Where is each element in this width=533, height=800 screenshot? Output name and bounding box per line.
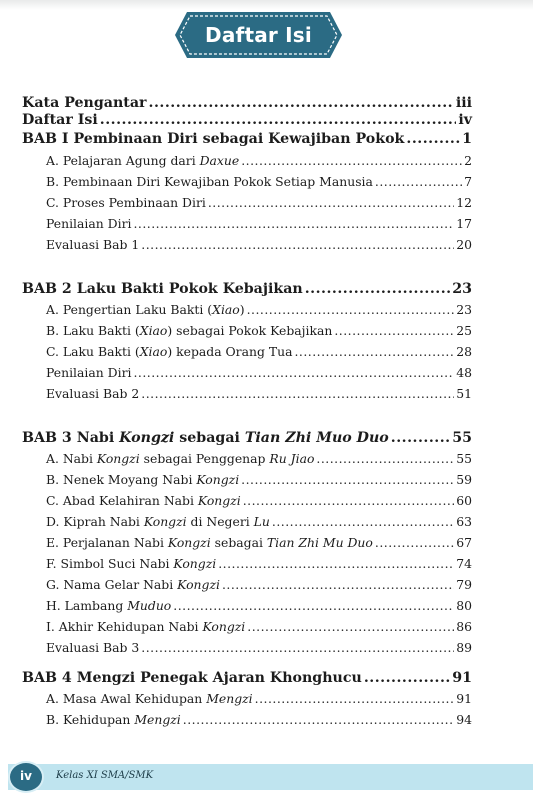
italic-term: Tian Zhi Muo Duo bbox=[244, 430, 389, 446]
toc-entry-title bbox=[46, 195, 206, 210]
page-title: Daftar Isi bbox=[205, 23, 312, 47]
title-text: B. Kehidupan bbox=[46, 712, 135, 727]
toc-page-number: 23 bbox=[452, 281, 472, 297]
toc-page-number: 63 bbox=[456, 514, 472, 529]
italic-term: Kongzi bbox=[197, 493, 241, 508]
italic-term: Kongzi bbox=[119, 430, 175, 446]
dot-leader bbox=[141, 237, 454, 252]
dot-leader bbox=[247, 619, 454, 634]
toc-page-number: 67 bbox=[456, 535, 472, 550]
italic-term: Daxue bbox=[199, 153, 240, 168]
title-text: A. Nabi bbox=[46, 451, 97, 466]
title-banner bbox=[173, 10, 344, 60]
toc-section-entry bbox=[22, 691, 472, 706]
dot-leader bbox=[218, 556, 454, 571]
footer-page-number: iv bbox=[20, 769, 32, 783]
toc-page-number: 89 bbox=[456, 640, 472, 655]
title-text: E. Perjalanan Nabi bbox=[46, 535, 168, 550]
dot-leader bbox=[208, 195, 454, 210]
toc-section-entry bbox=[22, 577, 472, 592]
toc-page-number: 7 bbox=[464, 174, 472, 189]
title-text: Penilaian Diri bbox=[46, 216, 132, 231]
italic-term: Kongzi bbox=[196, 472, 240, 487]
dot-leader bbox=[141, 386, 454, 401]
title-text: di Negeri bbox=[186, 514, 254, 529]
toc-section-entry bbox=[22, 195, 472, 210]
toc-entry-title bbox=[46, 153, 239, 168]
title-text: ) bbox=[239, 302, 245, 317]
toc-page-number: 80 bbox=[456, 598, 472, 613]
toc-section-entry bbox=[22, 619, 472, 634]
italic-term: Kongzi bbox=[167, 535, 211, 550]
italic-term: Kongzi bbox=[173, 556, 217, 571]
title-text: ) sebagai Pokok Kebajikan bbox=[167, 323, 333, 338]
toc-entry-title bbox=[46, 344, 292, 359]
dot-leader bbox=[149, 95, 454, 111]
title-text: B. Laku Bakti ( bbox=[46, 323, 140, 338]
dot-leader bbox=[334, 323, 454, 338]
toc-chapter-entry bbox=[22, 430, 472, 446]
dot-leader bbox=[375, 174, 462, 189]
toc-page-number: 86 bbox=[456, 619, 472, 634]
italic-term: Kongzi bbox=[96, 451, 140, 466]
toc-chapter-entry bbox=[22, 95, 472, 111]
toc-entry-title bbox=[46, 237, 139, 252]
toc-entry-title bbox=[46, 451, 314, 466]
toc-entry-title bbox=[22, 430, 389, 446]
italic-term: Mengzi bbox=[206, 691, 253, 706]
title-text: BAB 2 Laku Bakti Pokok Kebajikan bbox=[22, 281, 303, 297]
title-text: Kata Pengantar bbox=[22, 95, 147, 111]
toc-section-entry bbox=[22, 302, 472, 317]
toc-entry-title bbox=[22, 131, 404, 147]
toc-entry-title bbox=[46, 577, 220, 592]
toc-page-number: 60 bbox=[456, 493, 472, 508]
toc-section-entry bbox=[22, 323, 472, 338]
toc-section-entry bbox=[22, 386, 472, 401]
title-text: BAB 4 Mengzi Penegak Ajaran Khonghucu bbox=[22, 670, 362, 686]
toc-page-number: 74 bbox=[456, 556, 472, 571]
title-text: I. Akhir Kehidupan Nabi bbox=[46, 619, 203, 634]
toc-entry-title bbox=[46, 514, 270, 529]
dot-leader bbox=[406, 131, 460, 147]
toc-entry-title bbox=[22, 112, 98, 128]
dot-leader bbox=[391, 430, 451, 446]
toc-section-entry bbox=[22, 365, 472, 380]
toc-section-entry bbox=[22, 712, 472, 727]
title-text: C. Laku Bakti ( bbox=[46, 344, 140, 359]
italic-term: Ru Jiao bbox=[269, 451, 315, 466]
title-text: A. Pengertian Laku Bakti ( bbox=[46, 302, 213, 317]
toc-page-number: 12 bbox=[456, 195, 472, 210]
toc-entry-title bbox=[46, 365, 131, 380]
title-text: D. Kiprah Nabi bbox=[46, 514, 144, 529]
toc-page-number: 91 bbox=[452, 670, 472, 686]
dot-leader bbox=[247, 302, 455, 317]
top-edge-shade bbox=[0, 0, 533, 10]
toc-section-entry bbox=[22, 174, 472, 189]
italic-term: Tian Zhi Mu Duo bbox=[266, 535, 373, 550]
title-text: BAB I Pembinaan Diri sebagai Kewajiban Pokok bbox=[22, 131, 405, 147]
toc-page-number: 20 bbox=[456, 237, 472, 252]
title-text: G. Nama Gelar Nabi bbox=[46, 577, 178, 592]
dot-leader bbox=[183, 712, 454, 727]
toc-page-number: 55 bbox=[456, 451, 472, 466]
dot-leader bbox=[364, 670, 450, 686]
dot-leader bbox=[243, 493, 455, 508]
page-footer bbox=[0, 752, 533, 800]
italic-term: Xiao bbox=[212, 302, 240, 317]
toc-entry-title bbox=[46, 535, 373, 550]
dot-leader bbox=[272, 514, 454, 529]
toc-entry-title bbox=[46, 174, 373, 189]
italic-term: Xiao bbox=[139, 323, 168, 338]
italic-term: Kongzi bbox=[177, 577, 220, 592]
toc-entry-title bbox=[46, 216, 131, 231]
toc-page-number: 55 bbox=[452, 430, 472, 446]
toc-entry-title bbox=[22, 281, 303, 297]
title-text: ) kepada Orang Tua bbox=[167, 344, 293, 359]
dot-leader bbox=[222, 577, 454, 592]
title-text: sebagai Penggenap bbox=[139, 451, 270, 466]
toc-entry-title bbox=[46, 712, 181, 727]
title-text: H. Lambang bbox=[46, 598, 128, 613]
title-text: A. Pelajaran Agung dari bbox=[46, 153, 200, 168]
italic-term: Kongzi bbox=[202, 619, 246, 634]
toc-page-number: 91 bbox=[456, 691, 472, 706]
toc-page-number: 23 bbox=[456, 302, 472, 317]
title-text: C. Abad Kelahiran Nabi bbox=[46, 493, 198, 508]
title-text: A. Masa Awal Kehidupan bbox=[46, 691, 207, 706]
italic-term: Xiao bbox=[139, 344, 168, 359]
toc-entry-title bbox=[46, 323, 332, 338]
dot-leader bbox=[316, 451, 454, 466]
title-text: B. Nenek Moyang Nabi bbox=[46, 472, 197, 487]
dot-leader bbox=[294, 344, 454, 359]
toc-section-entry bbox=[22, 556, 472, 571]
title-text: Evaluasi Bab 3 bbox=[46, 640, 140, 655]
title-text: BAB 3 Nabi bbox=[22, 430, 120, 446]
toc-entry-title bbox=[46, 472, 239, 487]
title-text: C. Proses Pembinaan Diri bbox=[46, 195, 206, 210]
toc-chapter-entry bbox=[22, 112, 472, 128]
dot-leader bbox=[141, 640, 454, 655]
dot-leader bbox=[375, 535, 454, 550]
dot-leader bbox=[100, 112, 457, 128]
toc-entry-title bbox=[46, 640, 139, 655]
toc-entry-title bbox=[22, 95, 147, 111]
toc-entry-title bbox=[46, 598, 171, 613]
toc-page-number: iv bbox=[458, 112, 472, 128]
toc-page-number: 79 bbox=[456, 577, 472, 592]
footer-label: Kelas XI SMA/SMK bbox=[56, 770, 154, 781]
toc-page-number: 28 bbox=[456, 344, 472, 359]
toc-section-entry bbox=[22, 535, 472, 550]
toc-section-entry bbox=[22, 216, 472, 231]
toc-page-number: iii bbox=[455, 95, 472, 111]
toc-page-number: 25 bbox=[456, 323, 472, 338]
italic-term: Kongzi bbox=[143, 514, 187, 529]
toc-entry-title bbox=[46, 691, 253, 706]
toc-page-number: 1 bbox=[462, 131, 472, 147]
toc-entry-title bbox=[46, 493, 241, 508]
title-text: Evaluasi Bab 1 bbox=[46, 237, 140, 252]
toc-page-number: 17 bbox=[456, 216, 472, 231]
toc-chapter-entry bbox=[22, 281, 472, 297]
toc-page-number: 94 bbox=[456, 712, 472, 727]
dot-leader bbox=[305, 281, 451, 297]
dot-leader bbox=[241, 472, 454, 487]
title-text: Daftar Isi bbox=[22, 112, 98, 128]
dot-leader bbox=[255, 691, 455, 706]
toc-section-entry bbox=[22, 237, 472, 252]
toc-page-number: 51 bbox=[456, 386, 472, 401]
toc-section-entry bbox=[22, 472, 472, 487]
dot-leader bbox=[173, 598, 454, 613]
toc-page-number: 2 bbox=[464, 153, 472, 168]
title-text: B. Pembinaan Diri Kewajiban Pokok Setiap Manusia bbox=[46, 174, 373, 189]
toc-page-number: 48 bbox=[456, 365, 472, 380]
toc-section-entry bbox=[22, 598, 472, 613]
toc-section-entry bbox=[22, 344, 472, 359]
title-text: Evaluasi Bab 2 bbox=[46, 386, 140, 401]
italic-term: Muduo bbox=[127, 598, 172, 613]
dot-leader bbox=[241, 153, 462, 168]
italic-term: Mengzi bbox=[134, 712, 181, 727]
toc-section-entry bbox=[22, 493, 472, 508]
toc-entry-title bbox=[46, 619, 245, 634]
toc-chapter-entry bbox=[22, 131, 472, 147]
toc-page-number: 59 bbox=[456, 472, 472, 487]
toc-section-entry bbox=[22, 514, 472, 529]
title-text: F. Simbol Suci Nabi bbox=[46, 556, 174, 571]
toc-entry-title bbox=[46, 386, 139, 401]
toc-section-entry bbox=[22, 640, 472, 655]
title-text: Penilaian Diri bbox=[46, 365, 132, 380]
toc-section-entry bbox=[22, 451, 472, 466]
title-text: sebagai bbox=[210, 535, 267, 550]
dot-leader bbox=[133, 216, 454, 231]
title-text: sebagai bbox=[174, 430, 245, 446]
toc-section-entry bbox=[22, 153, 472, 168]
toc-entry-title bbox=[46, 302, 245, 317]
toc-entry-title bbox=[46, 556, 216, 571]
toc-entry-title bbox=[22, 670, 362, 686]
italic-term: Lu bbox=[253, 514, 270, 529]
dot-leader bbox=[133, 365, 454, 380]
toc-chapter-entry bbox=[22, 670, 472, 686]
